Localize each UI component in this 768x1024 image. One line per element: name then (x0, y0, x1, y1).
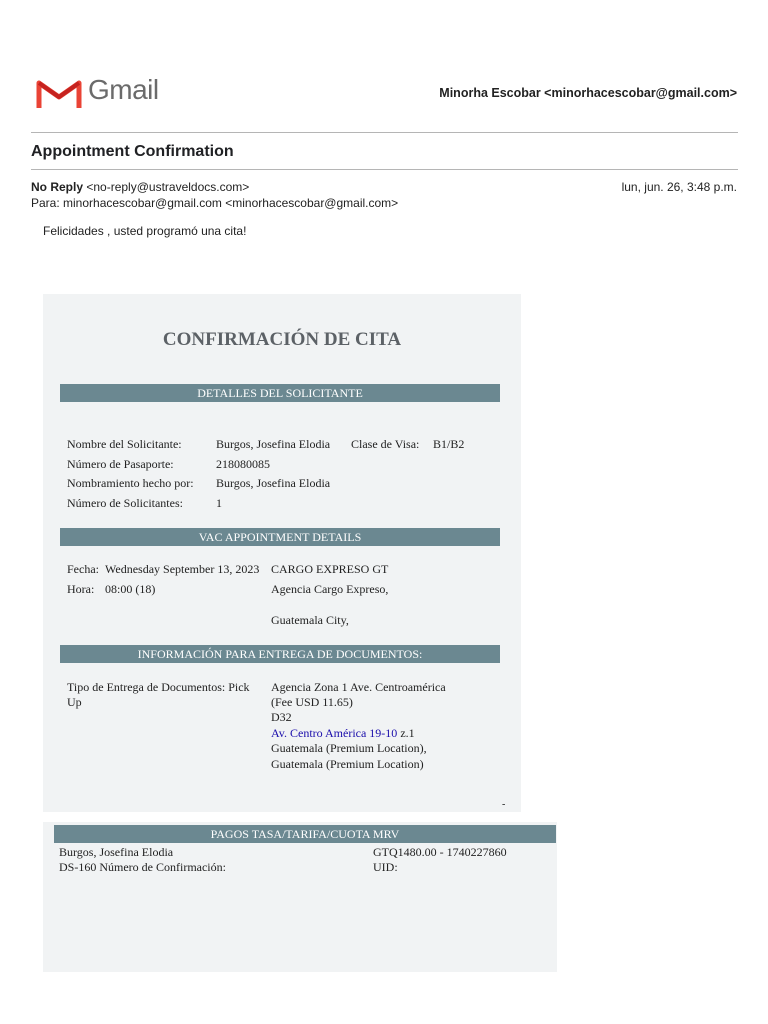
payment-amount: GTQ1480.00 - 1740227860 (373, 845, 507, 859)
vac-section-header: VAC APPOINTMENT DETAILS (60, 528, 500, 546)
dash-mark: - (502, 799, 506, 810)
ds160-label: DS-160 Número de Confirmación: (59, 860, 226, 874)
sender-name: No Reply (31, 180, 84, 194)
account-label: Minorha Escobar <minorhacescobar@gmail.com> (439, 86, 737, 100)
location-line: Agencia Cargo Expreso, (271, 582, 389, 596)
email-date: lun, jun. 26, 3:48 p.m. (621, 180, 737, 194)
subject-divider (31, 169, 738, 170)
sender (31, 180, 249, 194)
appointed-by-value: Burgos, Josefina Elodia (216, 476, 331, 490)
applicant-section-header: DETALLES DEL SOLICITANTE (60, 384, 500, 402)
payer-name: Burgos, Josefina Elodia (59, 845, 174, 859)
visa-class-label: Clase de Visa: (351, 437, 420, 451)
date-label: Fecha: (67, 562, 99, 576)
recipient: Para: minorhacescobar@gmail.com <minorhacescobar@gmail.com> (31, 196, 399, 210)
delivery-type: Tipo de Entrega de Documentos: Pick Up (67, 680, 250, 709)
applicant-name-value: Burgos, Josefina Elodia (216, 437, 331, 451)
uid-label: UID: (373, 860, 398, 874)
location-city: Guatemala City, (271, 613, 349, 627)
delivery-address-line5: Guatemala (Premium Location), (271, 741, 427, 755)
appointed-by-label: Nombramiento hecho por: (67, 476, 194, 490)
applicant-count-label: Número de Solicitantes: (67, 496, 183, 510)
confirmation-title: CONFIRMACIÓN DE CITA (162, 329, 402, 350)
sender-address: <no-reply@ustraveldocs.com> (86, 180, 250, 194)
intro-text: Felicidades , usted programó una cita! (43, 224, 247, 238)
address-link-suffix: z.1 (397, 726, 415, 740)
payments-section-header: PAGOS TASA/TARIFA/CUOTA MRV (54, 825, 556, 843)
visa-class-value: B1/B2 (433, 437, 465, 451)
applicant-name-label: Nombre del Solicitante: (67, 437, 182, 451)
header-divider (31, 132, 738, 133)
gmail-wordmark[interactable]: Gmail (88, 74, 159, 105)
address-map-link[interactable]: Av. Centro América 19-10 (271, 726, 398, 740)
delivery-section-header: INFORMACIÓN PARA ENTREGA DE DOCUMENTOS: (60, 645, 500, 663)
time-label: Hora: (67, 582, 95, 596)
delivery-address-line3: D32 (271, 710, 292, 724)
delivery-address-line4 (271, 726, 415, 741)
date-value: Wednesday September 13, 2023 (105, 562, 260, 576)
applicant-count-value: 1 (216, 496, 222, 510)
gmail-logo-icon[interactable] (36, 74, 82, 112)
email-subject: Appointment Confirmation (31, 143, 234, 160)
passport-label: Número de Pasaporte: (67, 457, 174, 471)
delivery-address-line2: (Fee USD 11.65) (271, 695, 353, 709)
delivery-address-line6: Guatemala (Premium Location) (271, 757, 424, 771)
location-name: CARGO EXPRESO GT (271, 562, 389, 576)
delivery-address-line1: Agencia Zona 1 Ave. Centroamérica (271, 680, 446, 694)
time-value: 08:00 (18) (105, 582, 156, 596)
passport-value: 218080085 (216, 457, 270, 471)
